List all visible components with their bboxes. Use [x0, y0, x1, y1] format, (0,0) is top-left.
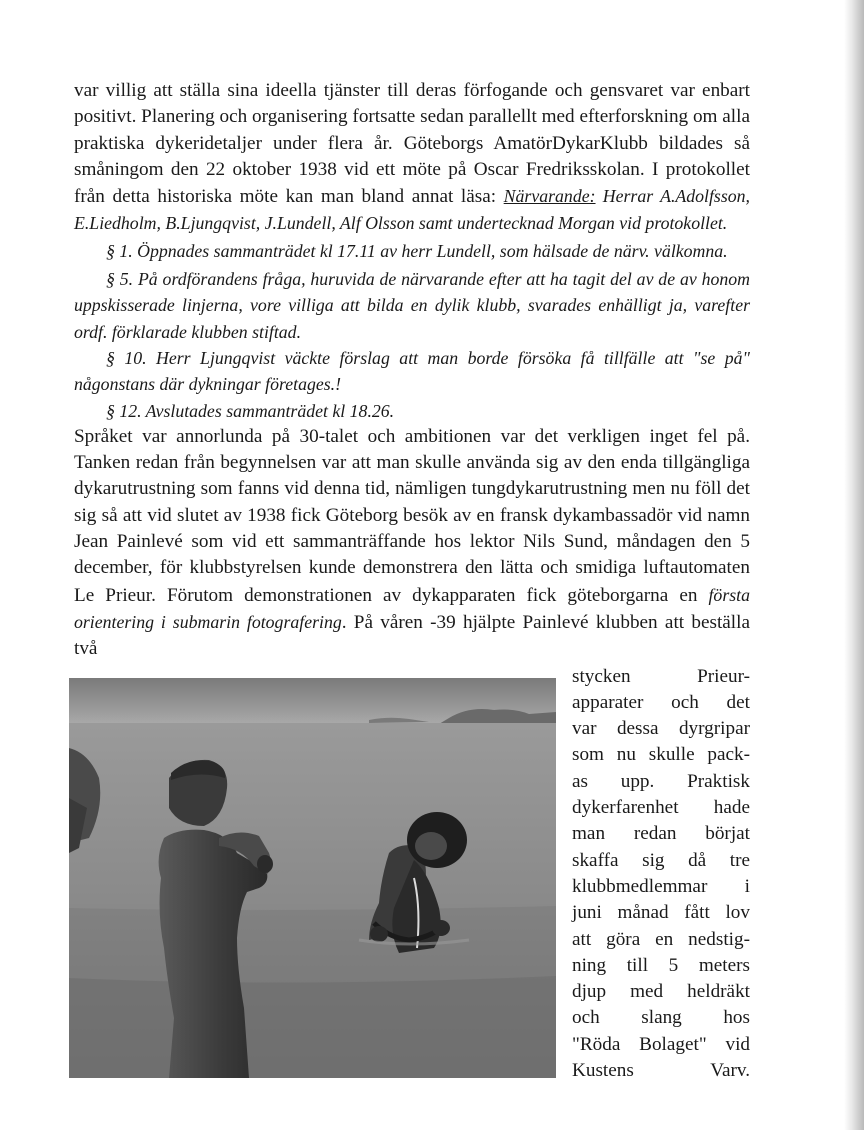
side-line: stycken Prieur- [572, 665, 750, 687]
photo-and-column [74, 664, 750, 1081]
protocol-item-12: § 12. Avslutades sammanträdet kl 18.26. [106, 400, 395, 421]
side-line: dykerfarenhet hade [572, 797, 750, 819]
side-line: apparater och det [572, 691, 750, 713]
side-line: som nu skulle pack- [572, 744, 750, 766]
divers-photograph [69, 678, 556, 1078]
side-line: as upp. Praktisk [572, 770, 750, 792]
side-line: klubbmedlemmar i [572, 875, 750, 897]
paragraph-text: var villig att ställa sina ideella tjänster till deras förfogande och gensvaret var enbart positivt. Planering och organisering fortsatte sedan parallellt med efterforskning om alla praktiska dykeridetaljer under flera år. Göteborgs AmatörDykarKlubb bildades så småningom den 22 oktober 1938 vid ett möte på Oscar Fredriksskolan. I protokollet från detta historiska möte kan man bland annat läsa: [74, 80, 750, 208]
italic-phrase: första orientering i submarin fotografering [74, 584, 750, 632]
protocol-item-10: § 10. Herr Ljungqvist väckte förslag att man borde försöka få tillfälle att "se på" någonstans där dykningar företages.! [74, 347, 750, 395]
photo-image [69, 678, 556, 1078]
paragraph-text: Språket var annorlunda på 30-talet och ambitionen var det verkligen inget fel på. Tanken redan från begynnelsen var att man skulle använda sig av den enda tillgängliga dykarutrustning som fanns vid denna tid, nämligen tungdykarutrustning men nu föll det sig så att vid slutet av 1938 fick Göteborg besök av en fransk dykambassadör vid namn Jean Painlevé som vid ett sammanträffande hos lektor Nils Sund, måndagen den 5 december, för klubbstyrelsen kunde demonstrera den lätta och smidiga luftautomaten Le Prieur. Förutom demonstrationen av dykapparaten fick göteborgarna en [74, 425, 750, 606]
side-line: och slang hos [572, 1007, 750, 1029]
side-column-text [572, 664, 750, 1085]
side-line: Kustens Varv. [572, 1059, 750, 1081]
paragraph-equipment [74, 424, 750, 663]
attendees-names: Herrar A.Adolfsson, E.Liedholm, B.Ljungqvist, J.Lundell, Alf Olsson samt undertecknad Morgan vid protokollet. [74, 186, 750, 234]
side-line: var dessa dyrgripar [572, 718, 750, 740]
protocol-item-1: § 1. Öppnades sammanträdet kl 17.11 av herr Lundell, som hälsade de närv. välkomna. [106, 240, 728, 261]
scan-edge-shadow [844, 0, 864, 1130]
attendees-heading: Närvarande: [503, 186, 596, 207]
paragraph-club-founding [74, 78, 750, 238]
side-line: djup med heldräkt [572, 981, 750, 1003]
side-line: "Röda Bolaget" vid [572, 1033, 750, 1055]
side-line: skaffa sig då tre [572, 849, 750, 871]
side-line: man redan börjat [572, 823, 750, 845]
side-line: att göra en nedstig- [572, 928, 750, 950]
protocol-item-5: § 5. På ordförandens fråga, huruvida de närvarande efter att ha tagit del av de av honom uppskisserade linjerna, vore villiga att bilda en dylik klubb, svarades enhälligt ja, varefter ordf. förklarade klubben stiftad. [74, 269, 750, 342]
side-line: ning till 5 meters [572, 954, 750, 976]
side-line: juni månad fått lov [572, 902, 750, 924]
paragraph-text-end: . På våren -39 hjälpte Painlevé klubben att beställa två [74, 611, 750, 660]
book-page [74, 78, 750, 1081]
